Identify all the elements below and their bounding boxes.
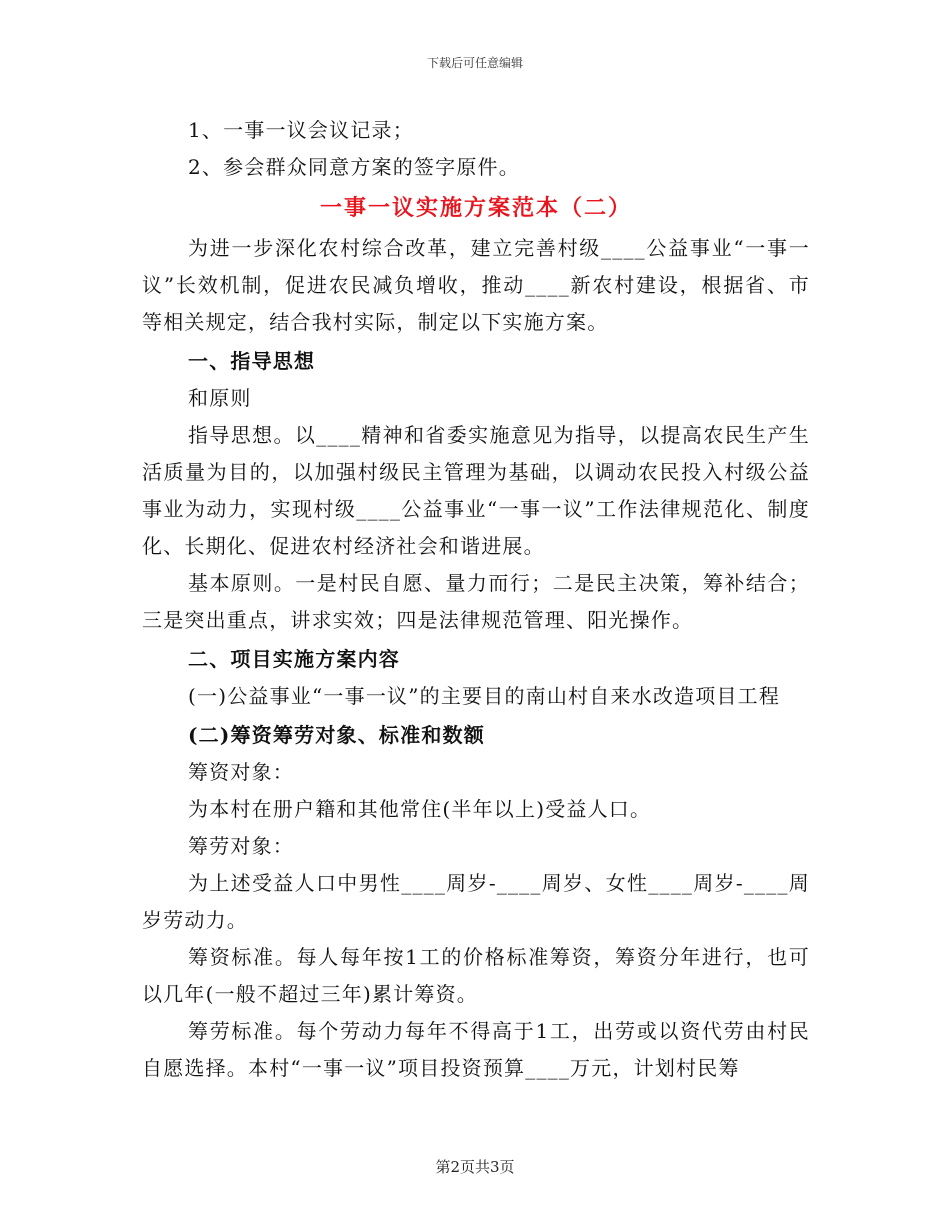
document-title: 一事一议实施方案范本（二）: [319, 195, 632, 221]
list-item-1: 1、一事一议会议记录；: [188, 118, 414, 142]
intro-paragraph: 为进一步深化农村综合改革，建立完善村级____公益事业“一事一议”长效机制，促进农民减负增收，推动____新农村建设，根据省、市等相关规定，结合我村实际，制定以下实施方案。: [142, 236, 810, 334]
basic-principles-paragraph: 基本原则。一是村民自愿、量力而行；二是民主决策，筹补结合；三是突出重点，讲求实效；四是法律规范管理、阳光操作。: [142, 571, 810, 632]
list-item-2: 2、参会群众同意方案的签字原件。: [188, 155, 520, 179]
funding-standard-paragraph: 筹资标准。每人每年按1工的价格标准筹资，筹资分年进行，也可以几年(一般不超过三年)累计筹资。: [142, 945, 810, 1006]
header-note: 下载后可任意编辑: [426, 56, 523, 70]
page-number: 第2页共3页: [435, 1158, 515, 1176]
funding-target-label: 筹资对象：: [188, 760, 294, 784]
labor-target-text: 为上述受益人口中男性____周岁-____周岁、女性____周岁-____周岁劳动力。: [142, 871, 810, 932]
section2-heading: 二、项目实施方案内容: [188, 647, 400, 671]
project-item-2-heading: (二)筹资筹劳对象、标准和数额: [188, 723, 485, 747]
project-item-1: (一)公益事业“一事一议”的主要目的南山村自来水改造项目工程: [188, 684, 781, 708]
section1-heading: 一、指导思想: [188, 349, 316, 373]
section1-subheading: 和原则: [188, 386, 252, 410]
funding-target-text: 为本村在册户籍和其他常住(半年以上)受益人口。: [188, 797, 652, 821]
document-body: [142, 112, 810, 1087]
labor-standard-paragraph: 筹劳标准。每个劳动力每年不得高于1工，出劳或以资代劳由村民自愿选择。本村“一事一议”项目投资预算____万元，计划村民筹: [142, 1019, 810, 1080]
guiding-thought-paragraph: 指导思想。以____精神和省委实施意见为指导，以提高农民生产生活质量为目的，以加强村级民主管理为基础，以调动农民投入村级公益事业为动力，实现村级____公益事业“一事一议”工作法律规范化、制度化、长期化、促进农村经济社会和谐进展。: [142, 423, 810, 558]
labor-target-label: 筹劳对象：: [188, 834, 294, 858]
